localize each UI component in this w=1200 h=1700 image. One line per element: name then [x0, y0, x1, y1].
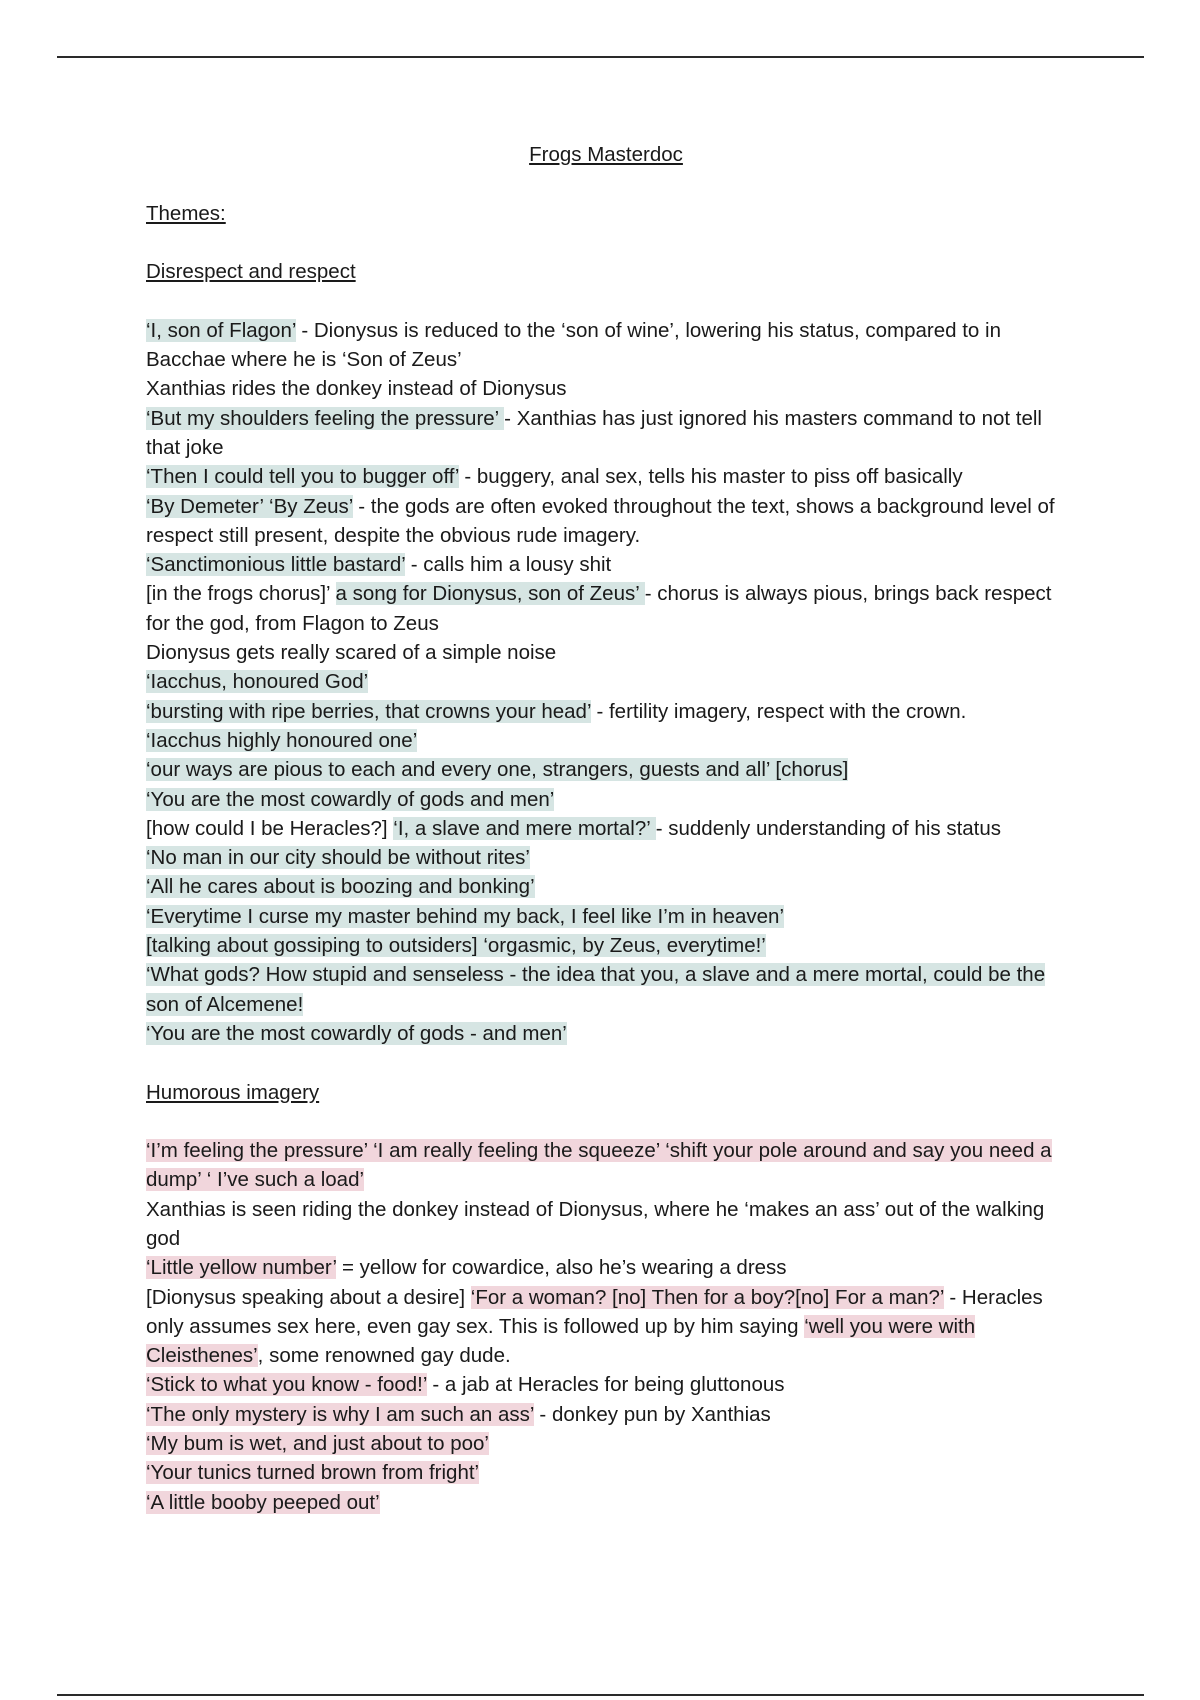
note-text: [Dionysus speaking about a desire]: [146, 1285, 471, 1309]
section-heading-disrespect: Disrespect and respect: [146, 260, 356, 284]
note-line: [146, 638, 1066, 667]
quote-highlight: ‘Iacchus highly honoured one’: [146, 728, 418, 752]
note-text: - Dionysus is reduced to the ‘son of wine’, lowering his status, compared to in Bacchae where he is ‘Son of Zeus’: [146, 318, 1001, 372]
note-line: [146, 316, 1066, 375]
note-line: [146, 1458, 1066, 1487]
quote-highlight: ‘Sanctimonious little bastard’: [146, 553, 406, 577]
note-text: Dionysus gets really scared of a simple noise: [146, 641, 557, 665]
note-line: [146, 1136, 1066, 1195]
note-text: Xanthias is seen riding the donkey instead of Dionysus, where he ‘makes an ass’ out of the walking god: [146, 1197, 1045, 1250]
top-rule: [57, 56, 1144, 58]
note-text: [in the frogs chorus]’: [146, 582, 336, 606]
quote-highlight: ‘Iacchus, honoured God’: [146, 670, 369, 694]
section-lines-disrespect: [146, 316, 1066, 1048]
note-line: [146, 404, 1066, 463]
note-text: - Xanthias has just ignored his masters command to not tell that joke: [146, 406, 1042, 459]
note-text: - chorus is always pious, brings back respect for the god, from Flagon to Zeus: [146, 582, 1052, 635]
note-line: [146, 960, 1066, 1019]
note-line: [146, 697, 1066, 726]
note-line: [146, 1370, 1066, 1399]
quote-highlight: ‘You are the most cowardly of gods and men’: [146, 787, 555, 811]
note-text: Xanthias rides the donkey instead of Dionysus: [146, 377, 567, 401]
section-heading-humorous: Humorous imagery: [146, 1080, 320, 1104]
note-text: - suddenly understanding of his status: [655, 816, 1002, 840]
note-line: [146, 872, 1066, 901]
note-line: [146, 931, 1066, 960]
document-body: [146, 140, 1066, 1517]
note-line: [146, 1429, 1066, 1458]
note-line: [146, 579, 1066, 638]
note-text: = yellow for cowardice, also he’s wearing a dress: [336, 1256, 787, 1280]
note-line: [146, 755, 1066, 784]
note-line: [146, 1019, 1066, 1048]
quote-highlight: ‘What gods? How stupid and senseless - the idea that you, a slave and a mere mortal, could be the son of Alcemene!: [146, 963, 1046, 1016]
note-line: [146, 492, 1066, 551]
quote-highlight: ‘By Demeter’ ‘By Zeus’: [146, 494, 353, 518]
note-line: [146, 1195, 1066, 1254]
quote-highlight: ‘For a woman? [no] Then for a boy?[no] For a man?’: [470, 1285, 944, 1309]
bottom-rule: [57, 1694, 1144, 1696]
quote-highlight: ‘You are the most cowardly of gods - and men’: [146, 1021, 567, 1045]
quote-highlight: ‘Then I could tell you to bugger off’: [146, 465, 459, 489]
note-line: [146, 550, 1066, 579]
note-text: - Heracles only assumes sex here, even gay sex. This is followed up by him saying: [146, 1285, 1043, 1338]
note-line: [146, 1400, 1066, 1429]
quote-highlight: ‘I’m feeling the pressure’ ‘I am really feeling the squeeze’ ‘shift your pole around and say you need a dump’ ‘ I’ve such a load’: [146, 1139, 1052, 1192]
quote-highlight: ‘Your tunics turned brown from fright’: [146, 1461, 480, 1485]
quote-highlight: ‘Stick to what you know - food!’: [146, 1373, 427, 1397]
themes-heading: Themes:: [146, 201, 226, 225]
note-line: [146, 814, 1066, 843]
quote-highlight: ‘But my shoulders feeling the pressure’: [146, 406, 505, 430]
quote-highlight: ‘My bum is wet, and just about to poo’: [146, 1432, 489, 1456]
note-text: - the gods are often evoked throughout the text, shows a background level of respect still present, despite the obvious rude imagery.: [146, 494, 1055, 547]
note-line: [146, 1283, 1066, 1371]
quote-highlight: ‘Little yellow number’: [146, 1256, 337, 1280]
note-text: - donkey pun by Xanthias: [533, 1402, 771, 1426]
note-text: , some renowned gay dude.: [257, 1344, 511, 1368]
quote-highlight: ‘Everytime I curse my master behind my back, I feel like I’m in heaven’: [146, 904, 785, 928]
note-line: [146, 374, 1066, 403]
quote-highlight: ‘No man in our city should be without rites’: [146, 846, 530, 870]
quote-highlight: ‘The only mystery is why I am such an ass’: [146, 1402, 534, 1426]
note-text: [how could I be Heracles?]: [146, 816, 394, 840]
quote-highlight: ‘bursting with ripe berries, that crowns your head’: [146, 699, 591, 723]
note-line: [146, 843, 1066, 872]
quote-highlight: [talking about gossiping to outsiders] ‘orgasmic, by Zeus, everytime!’: [146, 934, 766, 958]
quote-highlight: ‘our ways are pious to each and every one, strangers, guests and all’ [chorus]: [146, 758, 849, 782]
quote-highlight: ‘A little booby peeped out’: [146, 1490, 380, 1514]
note-line: [146, 667, 1066, 696]
note-text: - fertility imagery, respect with the crown.: [590, 699, 967, 723]
quote-highlight: ‘All he cares about is boozing and bonking’: [146, 875, 535, 899]
quote-highlight: ‘I, son of Flagon’: [146, 318, 296, 342]
note-line: [146, 1488, 1066, 1517]
note-text: - buggery, anal sex, tells his master to piss off basically: [458, 465, 963, 489]
note-line: [146, 1253, 1066, 1282]
section-lines-humorous: [146, 1136, 1066, 1517]
quote-highlight: ‘well you were with Cleisthenes’: [146, 1314, 976, 1368]
quote-highlight: ‘I, a slave and mere mortal?’: [393, 816, 656, 840]
note-text: - calls him a lousy shit: [405, 553, 612, 577]
note-line: [146, 785, 1066, 814]
note-line: [146, 462, 1066, 491]
note-line: [146, 902, 1066, 931]
note-text: - a jab at Heracles for being gluttonous: [426, 1373, 785, 1397]
quote-highlight: a song for Dionysus, son of Zeus’: [335, 582, 645, 606]
document-title: Frogs Masterdoc: [529, 143, 683, 166]
note-line: [146, 726, 1066, 755]
